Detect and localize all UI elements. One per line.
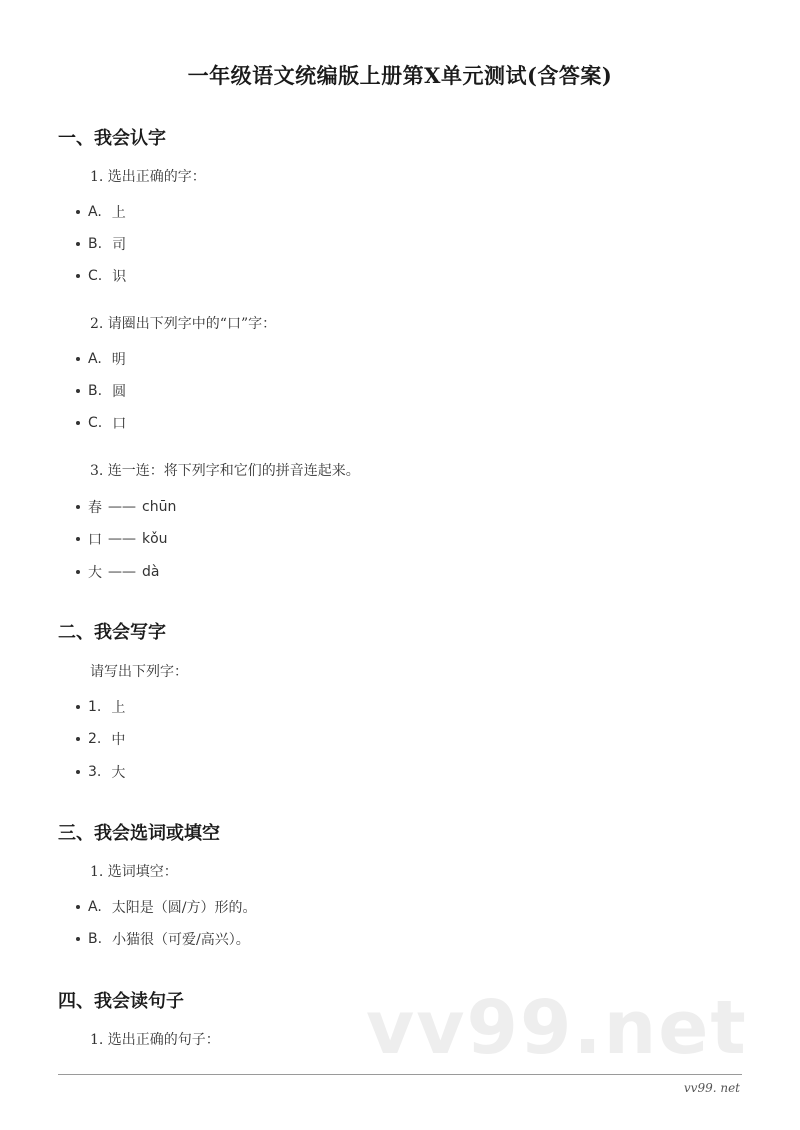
question-prompt: 3. 连一连：将下列字和它们的拼音连起来。 [90,463,360,479]
bullet-icon [76,357,80,361]
option-text: 小猫很（可爱/高兴）。 [112,932,250,948]
option-label: 2. [88,731,102,747]
section-heading-read: 四、我会读句子 [58,991,184,1012]
list-item [76,381,126,401]
list-item [76,234,126,254]
bullet-icon [76,421,80,425]
pair-pinyin: kǒu [142,531,168,547]
bullet-icon [76,537,80,541]
option-text: 上 [111,700,126,716]
watermark: vv99.net [366,985,748,1071]
question-prompt: 请写出下列字： [90,664,188,680]
option-text: 中 [111,732,126,748]
footer-site-label: vv99. net [683,1081,740,1095]
list-item [76,762,125,782]
bullet-icon [76,274,80,278]
option-label: A. [88,204,102,220]
option-text: 上 [111,205,126,221]
bullet-icon [76,570,80,574]
section-heading-write: 二、我会写字 [58,622,166,643]
list-item [76,897,257,917]
bullet-icon [76,505,80,509]
bullet-icon [76,705,80,709]
list-item [76,697,125,717]
bullet-icon [76,937,80,941]
option-label: A. [88,899,102,915]
pair-char: 口 [88,532,102,548]
list-item [76,562,159,582]
section-heading-fill: 三、我会选词或填空 [58,823,220,844]
pair-dash: —— [108,499,136,515]
bullet-icon [76,905,80,909]
bullet-icon [76,737,80,741]
pair-char: 春 [88,500,102,516]
bullet-icon [76,210,80,214]
list-item [76,349,126,369]
list-item [76,929,250,949]
question-prompt: 1. 选词填空： [90,864,178,880]
option-label: 1. [88,699,102,715]
list-item [76,529,168,549]
bullet-icon [76,242,80,246]
option-label: C. [88,415,103,431]
option-text: 司 [112,237,127,253]
option-label: B. [88,236,103,252]
list-item [76,729,125,749]
section-heading-recognize: 一、我会认字 [58,128,166,149]
pair-dash: —— [108,531,136,547]
option-text: 圆 [112,384,127,400]
option-label: 3. [88,764,102,780]
document-title: 一年级语文统编版上册第X单元测试(含答案) [187,63,613,88]
bullet-icon [76,389,80,393]
option-text: 识 [112,269,127,285]
pair-dash: —— [108,564,136,580]
option-label: A. [88,351,102,367]
question-prompt: 1. 选出正确的句子： [90,1032,220,1048]
pair-pinyin: chūn [142,499,177,515]
list-item [76,266,126,286]
footer-divider [58,1074,742,1075]
question-prompt: 1. 选出正确的字： [90,169,206,185]
option-text: 太阳是（圆/方）形的。 [111,900,257,916]
option-label: C. [88,268,103,284]
option-text: 明 [111,352,126,368]
pair-char: 大 [88,565,102,581]
list-item [76,497,176,517]
question-prompt: 2. 请圈出下列字中的“口”字： [90,316,277,332]
list-item [76,413,126,433]
bullet-icon [76,770,80,774]
list-item [76,202,126,222]
option-label: B. [88,383,103,399]
pair-pinyin: dà [142,564,160,580]
option-label: B. [88,931,103,947]
option-text: 大 [111,765,126,781]
option-text: 口 [112,416,127,432]
